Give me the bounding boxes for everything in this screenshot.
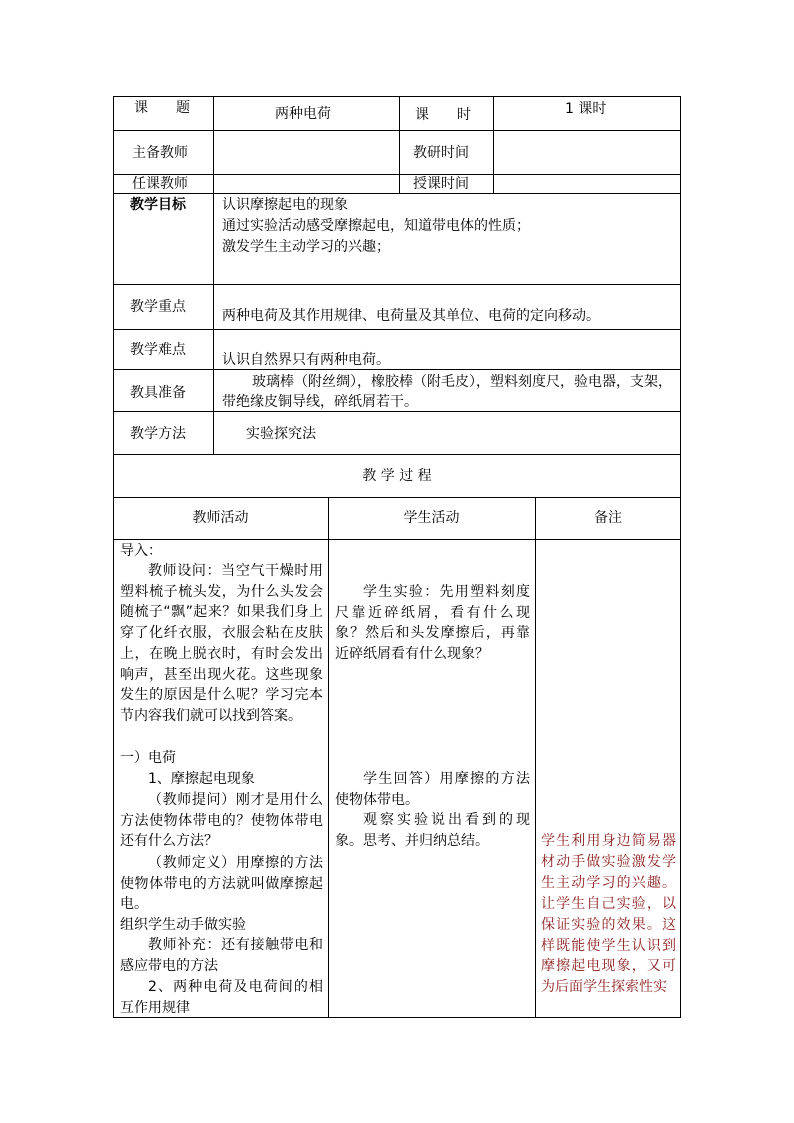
intro-text: 教师设问：当空气干燥时用塑料梳子梳头发，为什么头发会随梳子“飘”起来？如果我们身上穿了化纤衣服，衣服会粘在皮肤上，在晚上脱衣时，有时会发出响声，甚至出现火花。这些现象发生的原因是什么呢？学习完本节内容我们就可以找到答案。 xyxy=(120,563,323,724)
table-border xyxy=(399,96,400,193)
organize-text: 组织学生动手做实验 xyxy=(120,917,246,933)
table-border xyxy=(213,96,214,454)
intro-label: 导入： xyxy=(120,543,162,559)
method-label: 教学方法 xyxy=(130,426,186,442)
section-heading: 一）电荷 xyxy=(120,750,176,766)
table-border xyxy=(328,497,329,1018)
difficulties-label: 教学难点 xyxy=(130,342,186,358)
objective-line: 通过实验活动感受摩擦起电，知道带电体的性质； xyxy=(222,218,530,234)
table-border xyxy=(113,96,681,97)
key-points-label: 教学重点 xyxy=(130,299,186,315)
period-value: 1 课时 xyxy=(565,101,607,117)
table-border xyxy=(113,193,681,194)
table-border xyxy=(113,130,681,131)
table-border xyxy=(113,284,681,285)
lesson-plan-table xyxy=(113,96,681,1018)
equipment-text: 带绝缘皮铜导线，碎纸屑若干。 xyxy=(222,394,418,410)
student-observe: 观察实验说出看到的现象。思考、并归纳总结。 xyxy=(335,812,530,849)
table-border xyxy=(113,539,681,540)
teacher-supplement: 教师补充：还有接触带电和感应带电的方法 xyxy=(120,937,323,974)
difficulties-text: 认识自然界只有两种电荷。 xyxy=(222,352,390,368)
lead-teacher-label: 主备教师 xyxy=(132,145,188,161)
table-border xyxy=(680,96,681,1018)
research-time-label: 教研时间 xyxy=(413,145,469,161)
period-label: 课 时 xyxy=(415,107,471,123)
method-text: 实验探究法 xyxy=(246,426,316,442)
teacher-column-header: 教师活动 xyxy=(192,510,249,526)
table-border xyxy=(113,369,681,370)
student-column-header: 学生活动 xyxy=(403,510,460,526)
key-points-text: 两种电荷及其作用规律、电荷量及其单位、电荷的定向移动。 xyxy=(222,308,600,324)
student-experiment: 学生实验：先用塑料刻度尺靠近碎纸屑，看有什么现象？然后和头发摩擦后，再靠近碎纸屑看有什么现象？ xyxy=(335,584,530,663)
teacher-question: （教师提问）刚才是用什么方法使物体带电的？使物体带电还有什么方法？ xyxy=(120,792,323,850)
table-border xyxy=(113,497,681,498)
table-border xyxy=(493,96,494,193)
notes-column-header: 备注 xyxy=(594,510,622,526)
teacher-definition: （教师定义）用摩擦的方法使物体带电的方法就叫做摩擦起电。 xyxy=(120,855,323,913)
objectives-label: 教学目标 xyxy=(130,197,186,213)
topic-value: 两种电荷 xyxy=(275,106,331,122)
table-border xyxy=(113,329,681,330)
equipment-label: 教具准备 xyxy=(130,385,186,401)
teacher-label: 任课教师 xyxy=(132,176,188,192)
table-border xyxy=(113,96,114,1018)
objective-line: 激发学生主动学习的兴趣； xyxy=(222,239,390,255)
table-border xyxy=(113,454,681,455)
table-border xyxy=(535,497,536,1018)
table-border xyxy=(113,174,681,175)
remarks-text: 学生利用身边简易器材动手做实验激发学生主动学习的兴趣。让学生自己实验，以保证实验的效果。这样既能使学生认识到摩擦起电现象，又可为后面学生探索性实 xyxy=(541,833,676,996)
topic-label: 课 题 xyxy=(134,100,190,116)
process-title: 教 学 过 程 xyxy=(362,468,432,484)
student-answer: 学生回答）用摩擦的方法使物体带电。 xyxy=(335,771,530,808)
class-time-label: 授课时间 xyxy=(413,176,469,192)
equipment-text: 玻璃棒（附丝绸），橡胶棒（附毛皮），塑料刻度尺，验电器，支架， xyxy=(252,374,672,390)
objective-line: 认识摩擦起电的现象 xyxy=(222,197,348,213)
item-heading: 1、摩擦起电现象 xyxy=(148,771,255,787)
item-heading: 2、两种电荷及电荷间的相互作用规律 xyxy=(120,979,323,1016)
